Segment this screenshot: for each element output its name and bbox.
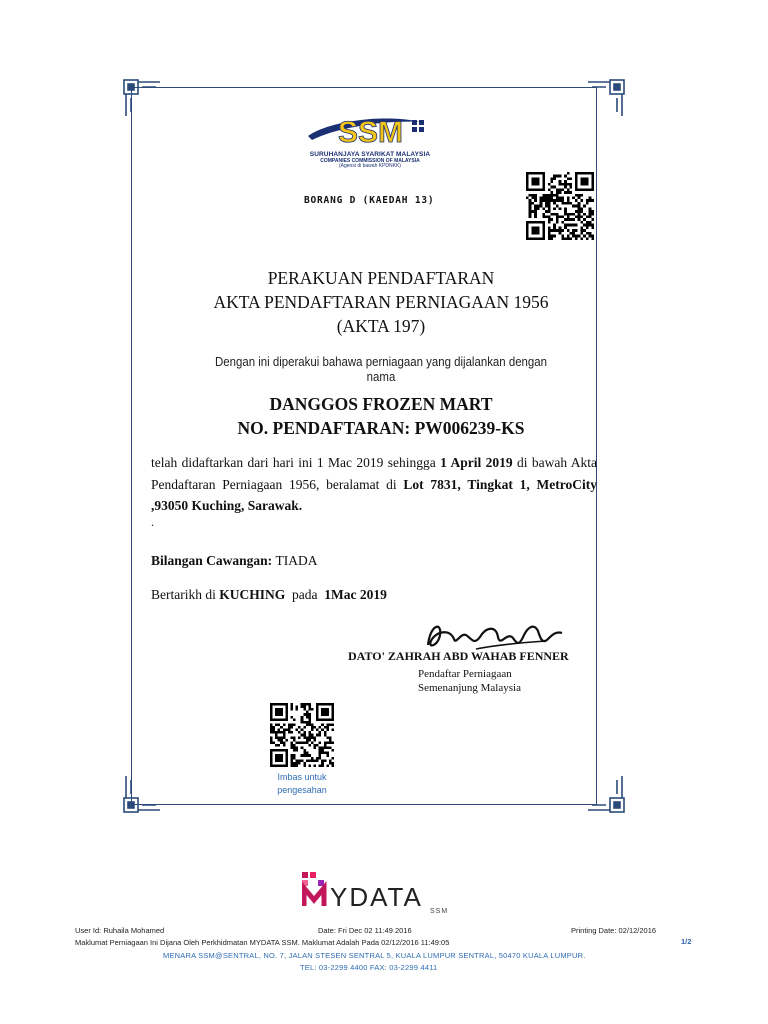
scan-note-line2: pengesahan [277, 785, 327, 795]
ssm-name-english: COMPANIES COMMISSION OF MALAYSIA [320, 157, 420, 164]
dated-place: KUCHING [219, 587, 286, 602]
registrar-region: Semenanjung Malaysia [418, 682, 521, 694]
certificate-title: PERAKUAN PENDAFTARAN [267, 268, 495, 288]
statement-part-1: telah didaftarkan dari hari ini 1 Mac 2019 sehingga [151, 455, 441, 470]
footer-date: Date: Fri Dec 02 11:49 2016 [318, 926, 412, 935]
footer-printing-date: Printing Date: 02/12/2016 [571, 926, 657, 935]
corner-ornament-top-right [584, 76, 628, 120]
business-name: DANGGOS FROZEN MART [269, 394, 493, 414]
statement-part-2: di bawah Akta Pendaftaran Perniagaan 1956, beralamat di [151, 455, 597, 492]
registrar-name: DATO' ZAHRAH ABD WAHAB FENNER [348, 649, 569, 663]
scan-note-line1: Imbas untuk [277, 772, 327, 782]
dated-date: 1Mac 2019 [324, 587, 387, 602]
registration-statement [151, 452, 597, 517]
registrar-title: Pendaftar Perniagaan [418, 668, 512, 680]
mydata-logo-text: YDATA [330, 882, 423, 912]
expiry-date: 1 April 2019 [440, 455, 513, 470]
mydata-logo-sub: SSM [430, 908, 449, 914]
intro-text: Dengan ini diperakui bahawa perniagaan yang dijalankan dengan nama [214, 354, 548, 384]
dated-prefix: Bertarikh di [151, 587, 220, 602]
act-number: (AKTA 197) [336, 316, 426, 336]
mydata-logo [302, 868, 462, 914]
ssm-name-malay: SURUHANJAYA SYARIKAT MALAYSIA [309, 151, 431, 158]
stray-dot: . [151, 515, 154, 529]
footer-info: Maklumat Perniagaan Ini Dijana Oleh Perkhidmatan MYDATA SSM. Maklumat Adalah Pada 02/12/2016 11:49:05 [75, 938, 450, 947]
branch-count [151, 553, 318, 569]
dated-mid: pada [285, 587, 325, 602]
branch-label: Bilangan Cawangan: [151, 553, 276, 568]
corner-ornament-top-left [120, 76, 164, 120]
form-label: BORANG D (KAEDAH 13) [304, 195, 435, 206]
dated-line [151, 587, 387, 603]
corner-ornament-bottom-right [584, 772, 628, 816]
footer-address: MENARA SSM@SENTRAL, NO. 7, JALAN STESEN SENTRAL 5, KUALA LUMPUR SENTRAL, 50470 KUALA LUMPUR. [163, 951, 586, 960]
ssm-logo-mark: SSM [338, 116, 404, 149]
registration-number: NO. PENDAFTARAN: PW006239-KS [237, 418, 525, 438]
footer-contact: TEL: 03-2299 4400 FAX: 03-2299 4411 [300, 963, 438, 972]
qr-code-top [526, 172, 594, 240]
act-title: AKTA PENDAFTARAN PERNIAGAAN 1956 [213, 292, 549, 312]
ssm-agency-note: (Agensi di bawah KPDNKK) [339, 163, 401, 170]
branch-value: TIADA [275, 553, 318, 568]
scan-note [262, 771, 342, 797]
page-number: 1/2 [681, 937, 692, 946]
corner-ornament-bottom-left [120, 772, 164, 816]
footer-user-id: User Id: Ruhaila Mohamed [75, 926, 165, 935]
ssm-logo-caption [300, 152, 440, 169]
qr-code-verification[interactable] [270, 703, 334, 767]
business-address: Lot 7831, Tingkat 1, MetroCity ,93050 Kuching, Sarawak. [151, 476, 597, 513]
